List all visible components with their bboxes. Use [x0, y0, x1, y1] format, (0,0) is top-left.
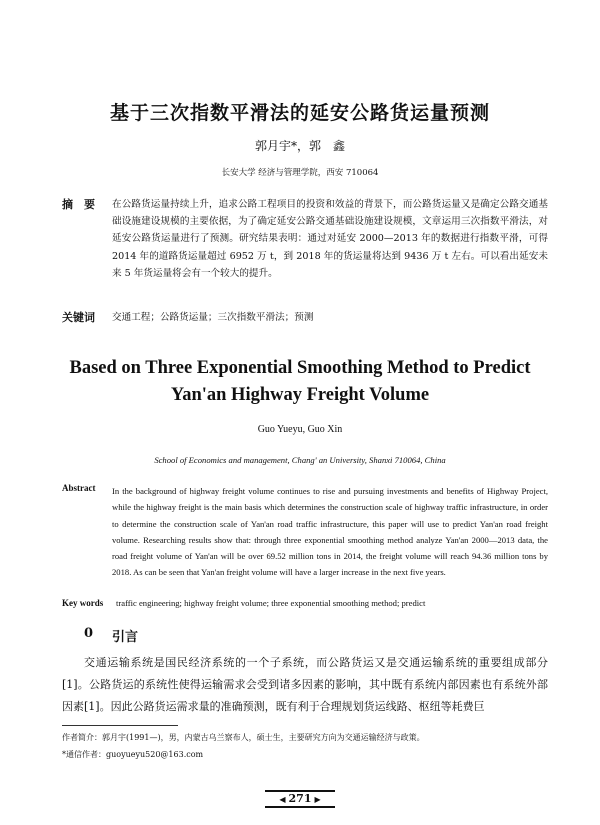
- english-title-line-1: Based on Three Exponential Smoothing Method to Predict: [69, 358, 531, 378]
- section-number: 0: [84, 626, 94, 641]
- chinese-abstract-label: 摘 要: [62, 198, 95, 211]
- english-authors: Guo Yueyu, Guo Xin: [257, 424, 343, 435]
- english-abstract-label: Abstract: [62, 483, 96, 493]
- english-title: [0, 355, 600, 409]
- chinese-affiliation: 长安大学 经济与管理学院，西安 710064: [221, 168, 379, 178]
- chinese-keywords: 交通工程；公路货运量；三次指数平滑法；预测: [112, 312, 314, 323]
- english-title-line-2: Yan'an Highway Freight Volume: [170, 385, 430, 405]
- body-paragraph: 交通运输系统是国民经济系统的一个子系统，而公路货运又是交通运输系统的重要组成部分[1]。公路货运的系统性使得运输需求会受到诸多因素的影响，其中既有系统内部因素也有系统外部因素[1]。因此公路货运需求量的准确预测，既有利于合理规划货运线路、枢纽等耗费巨: [62, 656, 548, 713]
- footnote-divider: [62, 725, 178, 726]
- chinese-keywords-label: 关键词: [62, 311, 95, 324]
- footnote-author-info: 作者简介：郭月宇(1991—)，男，内蒙古乌兰察布人，硕士生，主要研究方向为交通运输经济与政策。: [62, 733, 425, 742]
- english-affiliation: School of Economics and management, Chang' an University, Shanxi 710064, China: [154, 455, 446, 465]
- section-title: 引言: [112, 630, 139, 645]
- english-keywords-label: Key words: [62, 598, 104, 608]
- chinese-authors: 郭月宇*，郭 鑫: [254, 139, 345, 153]
- english-abstract: In the background of highway freight volume continues to rise and pursuing investments and benefits of Highway Project, while the highway freight is the main basis which determines the construction scale of highway traffic infrastructure, in order to determine the construction scale of Yan'an road traffic infrastructure, this paper will use to predict Yan'an road freight volume. Researching results show that: through three exponential smoothing method analyze Yan'an 2000—2013 data, the road freight volume of Yan'an will be over 69.52 million tons in 2014, the freight volume will reach 94.36 million tons by 2018. As can be seen that Yan'an freight volume will have a larger increase in the next five years.: [112, 486, 548, 578]
- english-keywords: traffic engineering; highway freight volume; three exponential smoothing method; predict: [116, 598, 426, 608]
- chinese-title: 基于三次指数平滑法的延安公路货运量预测: [109, 102, 490, 124]
- page-number: ◀ 271 ▶: [265, 790, 334, 808]
- page-footer: [0, 787, 600, 808]
- chinese-abstract: 在公路货运量持续上升，追求公路工程项目的投资和效益的背景下，而公路货运量又是确定公路交通基础设施建设规模的主要依据，为了确定延安公路交通基础设施建设规模，文章运用三次指数平滑法，对延安公路货运量进行了预测。研究结果表明：通过对延安 2000—2013 年的数据进行指数平滑，可得 2014 年的道路货运量超过 6952 万 t，到 2018 年的货运量将达到 9436 万 t 左右。可以看出延安未来 5 年货运量将会有一个较大的提升。: [112, 199, 548, 279]
- footnote-corresponding-author: *通信作者：guoyueyu520@163.com: [62, 750, 204, 759]
